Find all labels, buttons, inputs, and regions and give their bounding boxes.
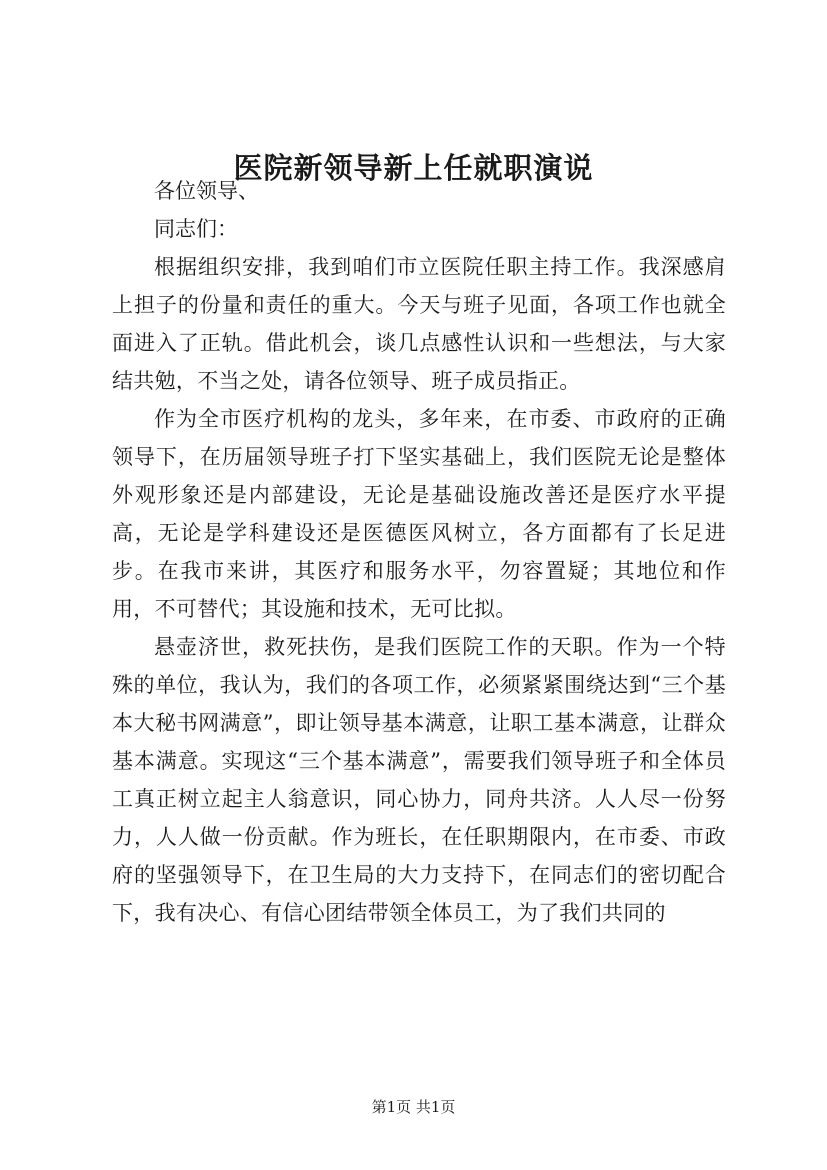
document-body	[112, 172, 726, 932]
body-paragraph: 悬壶济世，救死扶伤，是我们医院工作的天职。作为一个特殊的单位，我认为，我们的各项工作，必须紧紧围绕达到“三个基本大秘书网满意”，即让领导基本满意，让职工基本满意，让群众基本满意。实现这“三个基本满意”，需要我们领导班子和全体员工真正树立起主人翁意识，同心协力，同舟共济。人人尽一份努力，人人做一份贡献。作为班长，在任职期限内，在市委、市政府的坚强领导下，在卫生局的大力支持下，在同志们的密切配合下，我有决心、有信心团结带领全体员工，为了我们共同的	[112, 635, 726, 925]
document-title: 医院新领导新上任就职演说	[233, 151, 594, 185]
salutation-line: 同志们：	[154, 217, 238, 241]
body-paragraph: 根据组织安排，我到咱们市立医院任职主持工作。我深感肩上担子的份量和责任的重大。今天与班子见面，各项工作也就全面进入了正轨。借此机会，谈几点感性认识和一些想法，与大家结共勉，不当之处，请各位领导、班子成员指正。	[112, 255, 726, 393]
page-number-footer: 第1页 共1页	[371, 1098, 456, 1116]
body-paragraph: 作为全市医疗机构的龙头，多年来，在市委、市政府的正确领导下，在历届领导班子打下坚实基础上，我们医院无论是整体外观形象还是内部建设，无论是基础设施改善还是医疗水平提高，无论是学科建设还是医德医风树立，各方面都有了长足进步。在我市来讲，其医疗和服务水平，勿容置疑；其地位和作用，不可替代；其设施和技术，无可比拟。	[112, 407, 726, 621]
salutation-line: 各位领导、	[154, 179, 259, 203]
